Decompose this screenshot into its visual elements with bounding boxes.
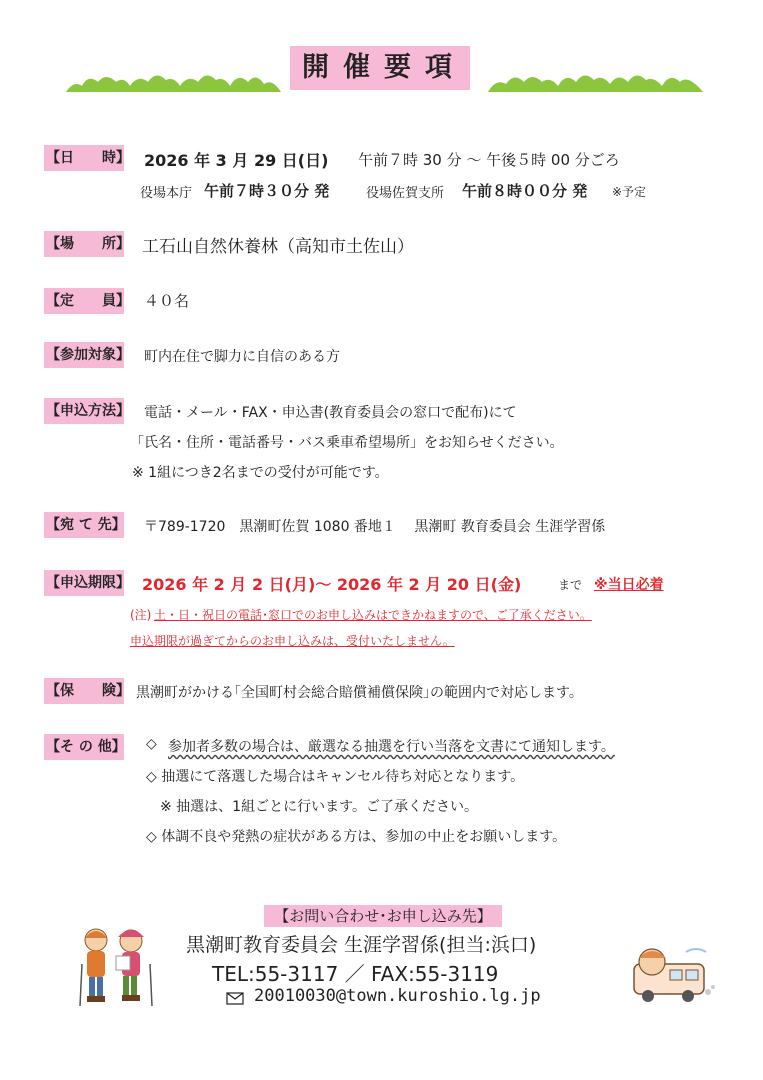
contact-tel-fax: TEL:55-3117 ／ FAX:55-3119 (212, 962, 499, 986)
event-date: 2026 年 3 月 29 日(日) (144, 151, 329, 170)
other-bullet2-note: ※ 抽選は、1組ごとに行います。ご了承ください。 (160, 799, 478, 815)
apply-line1: 電話・メール・FAX・申込書(教育委員会の窓口で配布)にて (144, 405, 517, 421)
departure-note: ※予定 (612, 185, 647, 199)
deadline-note-prefix: (注) (130, 608, 152, 622)
other-bullet2: ◇ 抽選にて落選した場合はキャンセル待ち対応となります。 (146, 769, 525, 785)
insurance-value: 黒潮町がかける｢全国町村会総合賠償補償保険｣の範囲内で対応します。 (136, 685, 583, 701)
label-place: 【場 所】 (44, 231, 124, 257)
label-capacity: 【定 員】 (44, 288, 124, 314)
right-bushes-decoration (488, 66, 703, 92)
apply-line3: ※ 1組につき2名までの受付が可能です。 (132, 465, 389, 481)
departure2-time: 午前８時００分 発 (462, 182, 588, 200)
label-apply-method: 【申込方法】 (44, 398, 124, 424)
hikers-illustration (76, 924, 156, 1009)
left-bushes-decoration (66, 66, 281, 92)
title-area (0, 46, 763, 96)
label-address: 【宛 て 先】 (44, 512, 124, 538)
departure1-time: 午前７時３０分 発 (204, 182, 330, 200)
label-insurance: 【保 険】 (44, 678, 124, 704)
label-datetime: 【日 時】 (44, 145, 124, 171)
contact-heading: 【お問い合わせ･お申し込み先】 (264, 905, 502, 927)
contact-email[interactable]: 20010030@town.kuroshio.lg.jp (254, 986, 541, 1006)
contact-department: 黒潮町教育委員会 生涯学習係(担当:浜口) (186, 934, 537, 956)
deadline-required: ※当日必着 (594, 577, 664, 593)
deadline-period: 2026 年 2 月 2 日(月)～ 2026 年 2 月 20 日(金) (142, 575, 522, 594)
envelope-icon (226, 992, 244, 1005)
other-bullet3: ◇ 体調不良や発熱の症状がある方は、参加の中止をお願いします。 (146, 829, 567, 845)
apply-line2: 「氏名・住所・電話番号・バス乗車希望場所」をお知らせください。 (130, 435, 564, 451)
label-target: 【参加対象】 (44, 342, 124, 368)
address-value: 〒789-1720 黒潮町佐賀 1080 番地１ 黒潮町 教育委員会 生涯学習係 (144, 519, 606, 535)
event-time: 午前７時 30 分 ～ 午後５時 00 分ごろ (358, 151, 620, 169)
place-value: 工石山自然休養林（高知市土佐山） (142, 237, 414, 257)
departure2-place: 役場佐賀支所 (366, 186, 445, 201)
target-value: 町内在住で脚力に自信のある方 (144, 349, 340, 365)
capacity-value: ４０名 (144, 292, 190, 310)
deadline-note1: 土・日・祝日の電話･窓口でのお申し込みはできかねますので、ご了承ください。 (154, 608, 592, 622)
deadline-made: まで (558, 578, 583, 592)
other-bullet1-mark: ◇ (146, 736, 157, 752)
deadline-note2: 申込期限が過ぎてからのお申し込みは、受付いたしません。 (130, 634, 455, 648)
other-bullet1: 参加者多数の場合は、厳選なる抽選を行い当落を文書にて通知します。 (168, 739, 615, 755)
bus-illustration (626, 942, 716, 1004)
page-title: 開催要項 (290, 46, 470, 90)
label-other: 【そ の 他】 (44, 734, 124, 760)
departure1-place: 役場本庁 (140, 186, 193, 201)
label-deadline: 【申込期限】 (44, 570, 124, 596)
